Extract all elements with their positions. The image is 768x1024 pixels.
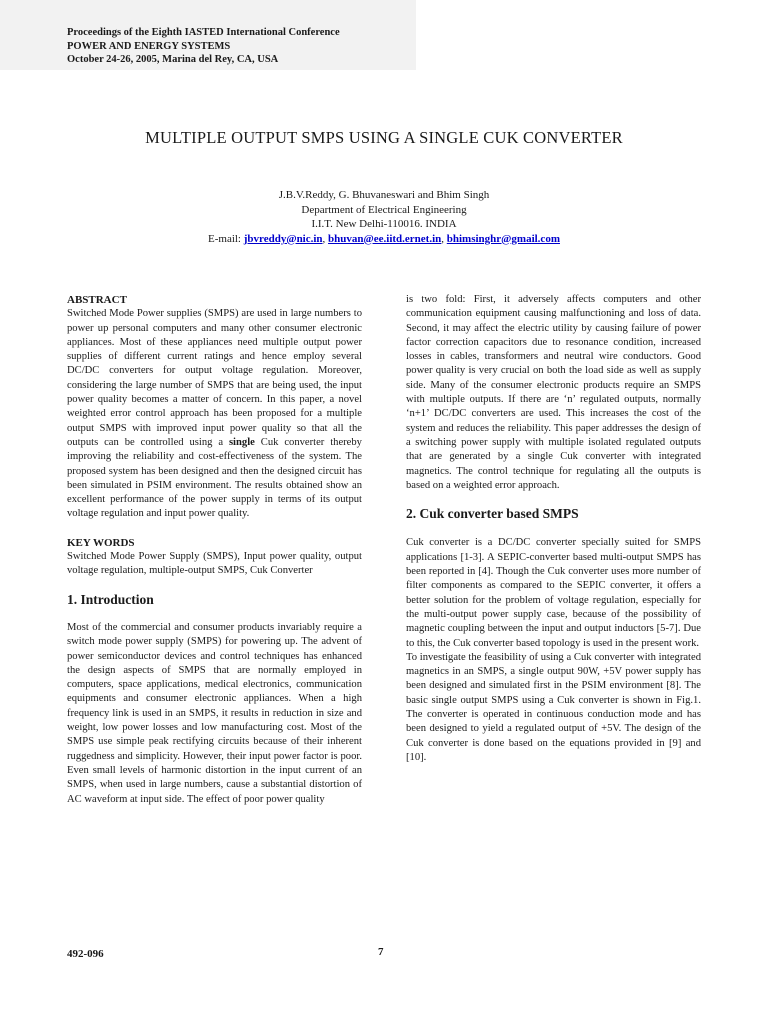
paper-title: MULTIPLE OUTPUT SMPS USING A SINGLE CUK CONVERTER	[145, 128, 623, 147]
proceedings-header	[0, 0, 416, 70]
author-names: J.B.V.Reddy, G. Bhuvaneswari and Bhim Singh	[278, 189, 490, 201]
keywords-heading: KEY WORDS	[67, 536, 135, 549]
author-emails	[0, 232, 768, 247]
keywords-text: Switched Mode Power Supply (SMPS), Input power quality, output voltage regulation, multiple-output SMPS, Cuk Converter	[67, 551, 362, 577]
introduction-text: Most of the commercial and consumer products invariably require a switch mode power supply (SMPS) for powering up. The advent of power semiconductor devices and control techniques has enhanced the design aspects of SMPS that are normally employed in computers, space applications, medical electronics, communication equipments and consumer electronic appliances. When a high frequency link is used in an SMPS, it results in reduction in size and weight, low power losses and low manufacturing cost. Most of the SMPS use simple peak rectifying circuits because of their inherent ruggedness and simplicity. However, their input power factor is poor. Even small levels of harmonic distortion in the input current of an SMPS, when used in large numbers, cause a substantial distortion of AC waveform at input side. The effect of poor power quality	[67, 621, 362, 805]
email-link-reddy[interactable]: jbvreddy@nic.in	[243, 232, 323, 245]
paper-code: 492-096	[67, 948, 104, 960]
proceedings-header-text	[67, 26, 340, 67]
email-link-singh[interactable]: bhimsinghr@gmail.com	[446, 232, 560, 245]
abstract-heading: ABSTRACT	[67, 294, 127, 306]
header-date-location: October 24-26, 2005, Marina del Rey, CA, USA	[67, 54, 279, 65]
section2-heading: 2. Cuk converter based SMPS	[406, 506, 579, 522]
email-link-bhuvan[interactable]: bhuvan@ee.iitd.ernet.in	[328, 232, 442, 245]
abstract-emphasis: single	[228, 436, 255, 448]
email-separator: ,	[441, 232, 447, 245]
section2-paragraph-2: To investigate the feasibility of using a Cuk converter with integrated magnetics in an SMPS, a single output 90W, +5V power supply has been designed and simulated first in the PSIM environment [8]. The basic single output SMPS using a Cuk converter is shown in Fig.1. The converter is operated in continuous conduction mode and has been designed to yield a regulated output of +5V. The design of the Cuk converter is done based on the equations provided in [9] and [10].	[406, 651, 701, 763]
page-number: 7	[378, 946, 384, 958]
left-column	[67, 293, 362, 807]
author-block	[0, 188, 768, 246]
abstract-text	[67, 307, 362, 521]
header-topic: POWER AND ENERGY SYSTEMS	[67, 40, 231, 52]
introduction-continued-text: is two fold: First, it adversely affects computers and other communication equipment causing malfunctioning and loss of data. Second, it may affect the electric utility by causing failure of power factor correction capacitors due to resonance condition, increased losses in cables, transformers and neutral wire conductors. Good power quality is very crucial on both the load side as well as supply side. Many of the consumer electronic products require an SMPS with multiple outputs. If there are ‘n’ regulated outputs, normally ‘n+1’ DC/DC converters are used. This increases the cost of the system and reduces the reliability. This paper addresses the design of a switching power supply with multiple isolated regulated outputs that are generated by a single Cuk converter with integrated magnetics. The control technique for regulating all the outputs is based on a weighted error approach.	[406, 294, 701, 491]
email-label: E-mail:	[208, 232, 241, 245]
abstract-text-part1: Switched Mode Power supplies (SMPS) are used in large numbers to power up personal computers and many other consumer electronic appliances. Most of these appliances need multiple output power supplies of different current ratings and hence employ several DC/DC converters for output voltage regulation. Moreover, considering the large number of SMPS that are being used, the input power quality becomes a matter of concern. In this paper, a novel weighted error control approach has been proposed for a multiple output SMPS with improved input power quality so that all the outputs can be controlled using a	[67, 308, 362, 448]
author-department: Department of Electrical Engineering	[301, 203, 467, 216]
section2-paragraph-1: Cuk converter is a DC/DC converter specially suited for SMPS applications [1-3]. A SEPIC-converter based multi-output SMPS has been reported in [4]. Though the Cuk converter uses more number of filter components as compared to the SEPIC converter, it offers a better solution for the problem of voltage regulation, especially for the multi-output power supply case, because of the possibility of magnetic coupling between the input and output inductors [5-7]. Due to this, the Cuk converter based topology is used in the present work.	[406, 537, 701, 649]
right-column	[406, 293, 701, 765]
author-institute: I.I.T. New Delhi-110016. INDIA	[311, 218, 457, 230]
abstract-text-part2: Cuk converter thereby improving the reliability and cost-effectiveness of the system. The proposed system has been designed and then the designed circuit has been simulated in PSIM environment. The results obtained show an excellent performance of the power supply in terms of its output voltage regulation and input power quality.	[67, 436, 362, 520]
introduction-heading: 1. Introduction	[67, 591, 154, 607]
header-conference: Proceedings of the Eighth IASTED International Conference	[67, 27, 340, 38]
email-separator: ,	[322, 232, 329, 245]
